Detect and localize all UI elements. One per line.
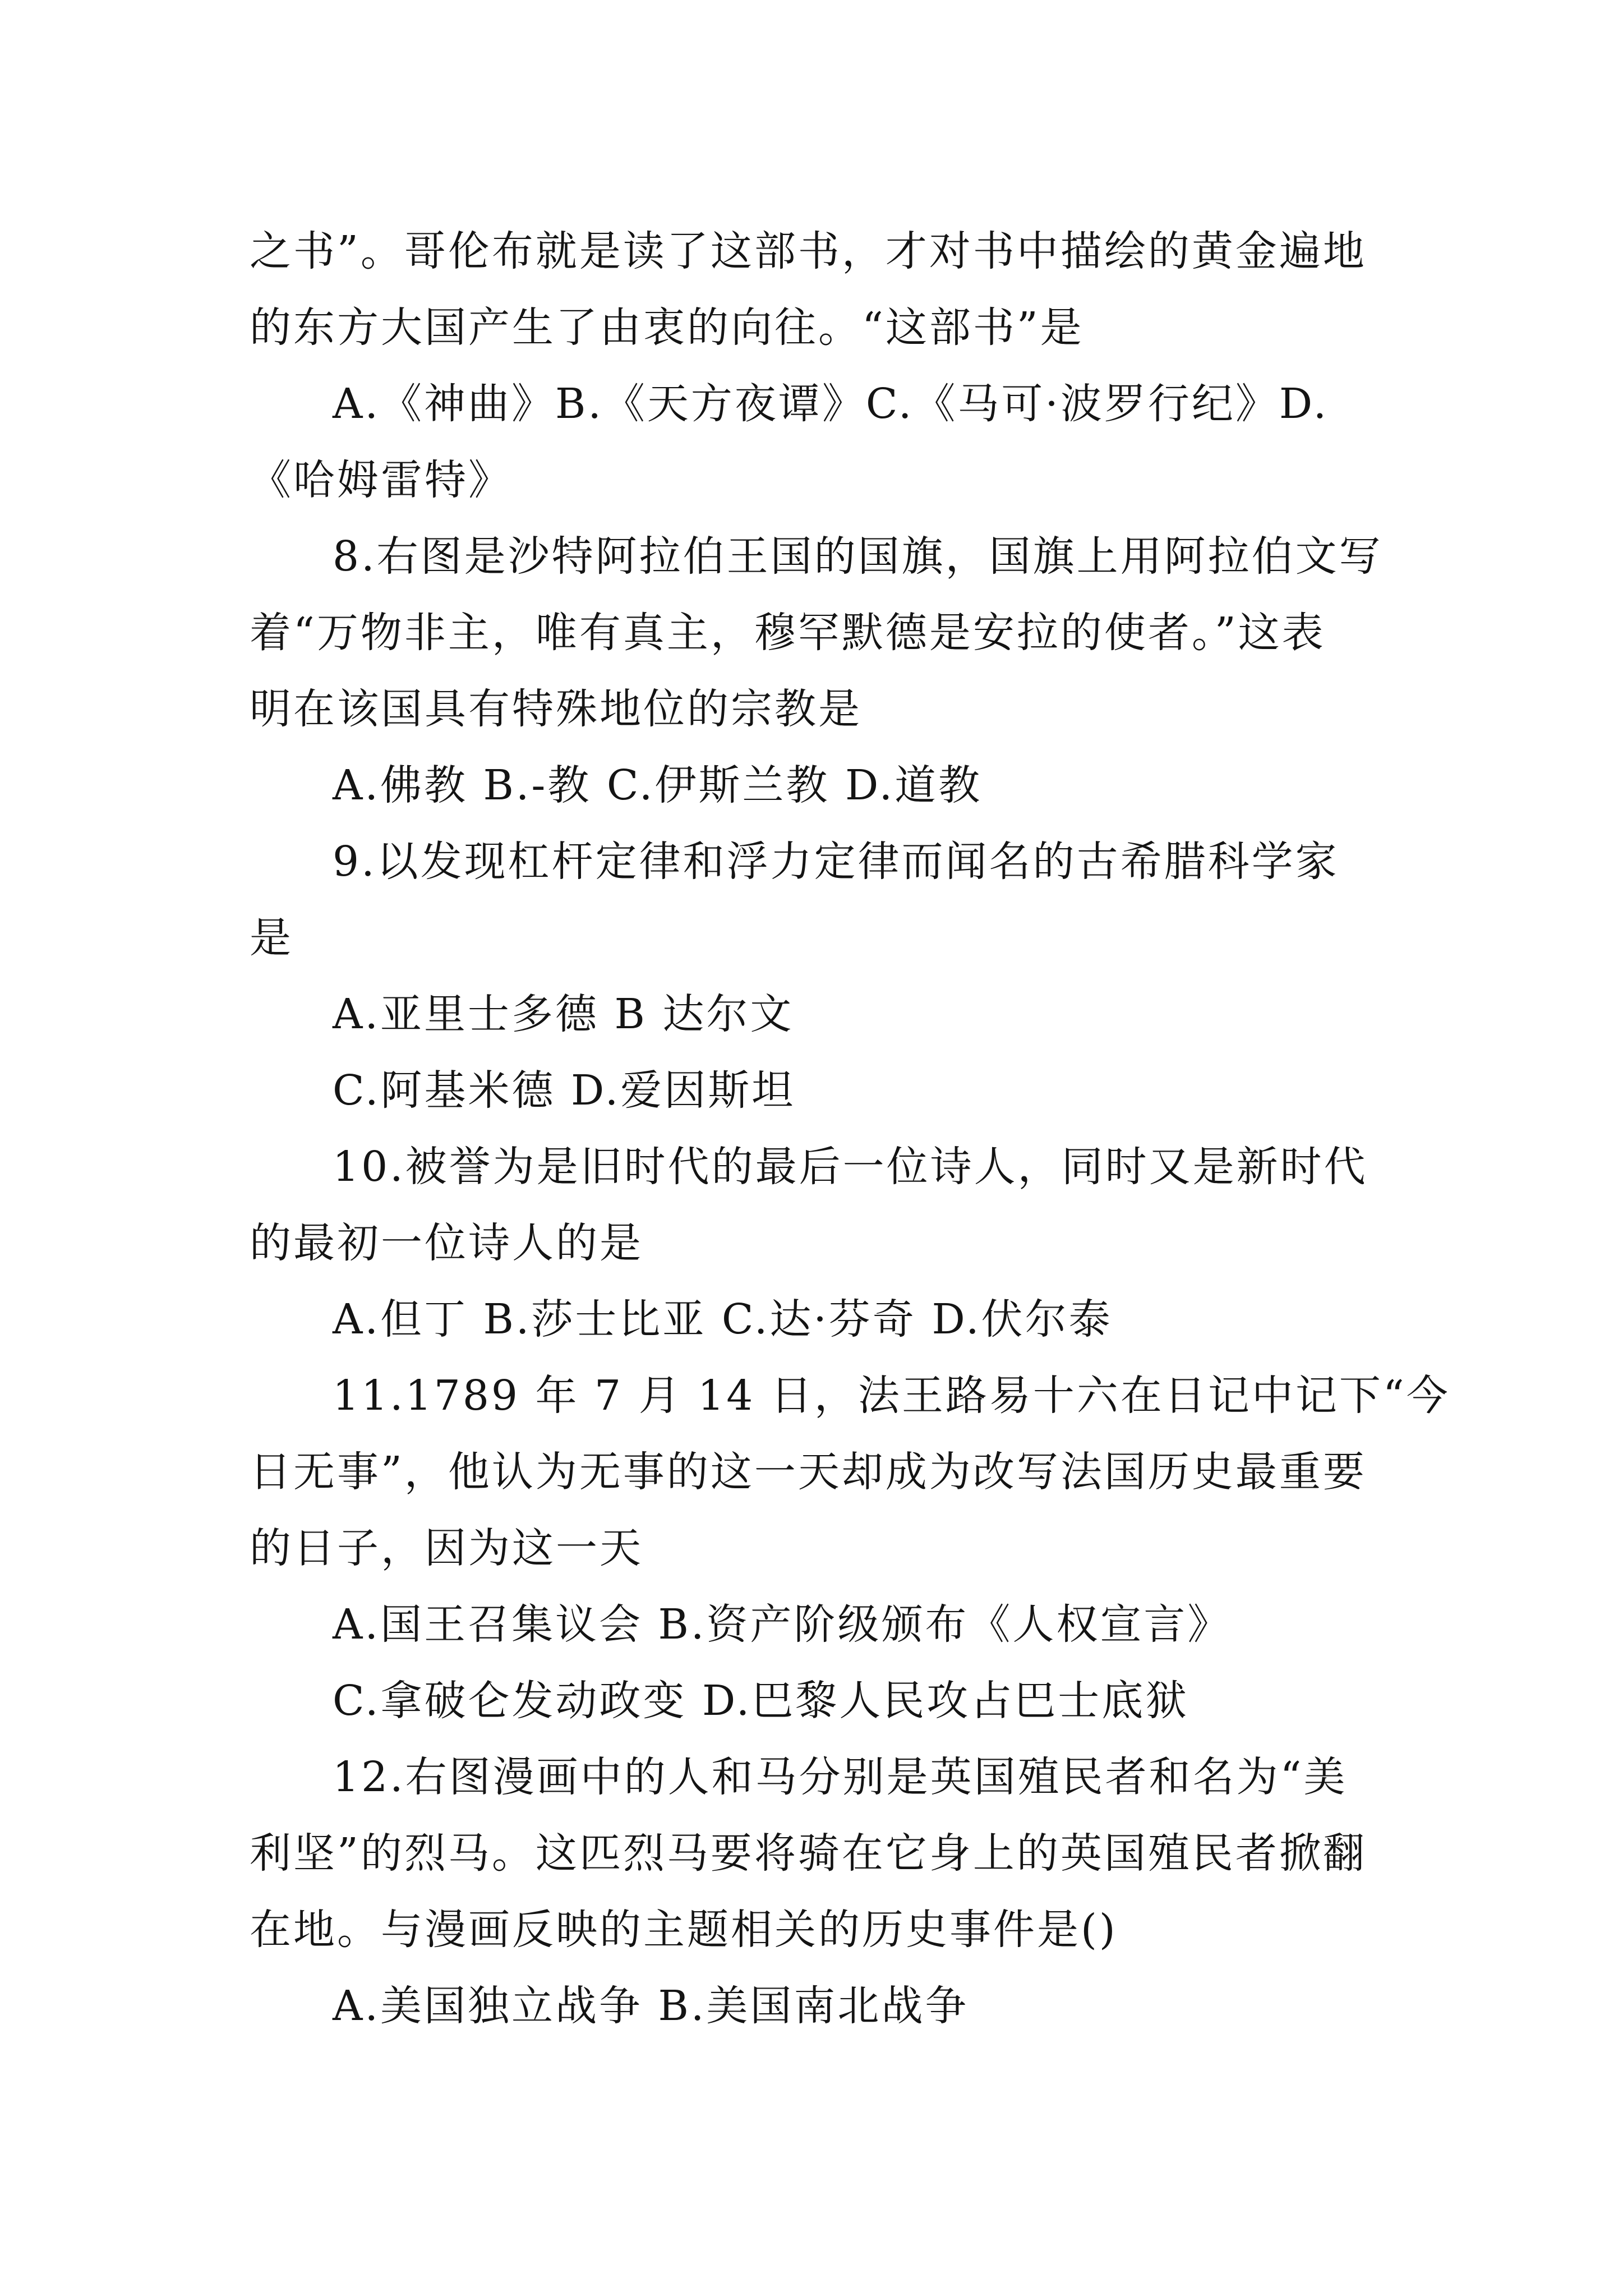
text-line: 在地。与漫画反映的主题相关的历史事件是() — [250, 1906, 1118, 1954]
question-9: 9.以发现杠杆定律和浮力定律而闻名的古希腊科学家 — [333, 838, 1339, 886]
question-8: 8.右图是沙特阿拉伯王国的国旗，国旗上用阿拉伯文写 — [333, 532, 1383, 581]
text-line: 明在该国具有特殊地位的宗教是 — [250, 685, 862, 733]
document-page — [250, 213, 1450, 2044]
answer-options-q9: C.阿基米德 D.爱因斯坦 — [333, 1066, 796, 1115]
question-12: 12.右图漫画中的人和马分别是英国殖民者和名为“美 — [333, 1753, 1348, 1801]
answer-options-q11: A.国王召集议会 B.资产阶级颁布《人权宣言》 — [333, 1600, 1232, 1649]
text-line: 的日子，因为这一天 — [250, 1524, 643, 1572]
text-line: 之书”。哥伦布就是读了这部书，才对书中描绘的黄金遍地 — [250, 227, 1367, 275]
answer-options-q7: A.《神曲》B.《天方夜谭》C.《马可·波罗行纪》D. — [333, 380, 1329, 428]
answer-options-q11: C.拿破仑发动政变 D.巴黎人民攻占巴士底狱 — [333, 1677, 1189, 1725]
answer-options-q10: A.但丁 B.莎士比亚 C.达·芬奇 D.伏尔泰 — [333, 1295, 1113, 1343]
answer-options-q9: A.亚里士多德 B 达尔文 — [333, 990, 794, 1038]
answer-options-q8: A.佛教 B.-教 C.伊斯兰教 D.道教 — [333, 761, 983, 809]
text-line: 的最初一位诗人的是 — [250, 1219, 643, 1267]
text-line: 是 — [250, 914, 293, 962]
text-line: 《哈姆雷特》 — [250, 456, 512, 504]
text-line: 利坚”的烈马。这匹烈马要将骑在它身上的英国殖民者掀翻 — [250, 1829, 1367, 1878]
question-11: 11.1789 年 7 月 14 日，法王路易十六在日记中记下“今 — [333, 1372, 1450, 1420]
text-line: 着“万物非主，唯有真主，穆罕默德是安拉的使者。”这表 — [250, 609, 1326, 657]
answer-options-q12: A.美国独立战争 B.美国南北战争 — [333, 1982, 969, 2030]
text-line: 日无事”，他认为无事的这一天却成为改写法国历史最重要 — [250, 1448, 1367, 1496]
question-10: 10.被誉为是旧时代的最后一位诗人，同时又是新时代 — [333, 1143, 1368, 1191]
text-line: 的东方大国产生了由衷的向往。“这部书”是 — [250, 303, 1084, 352]
